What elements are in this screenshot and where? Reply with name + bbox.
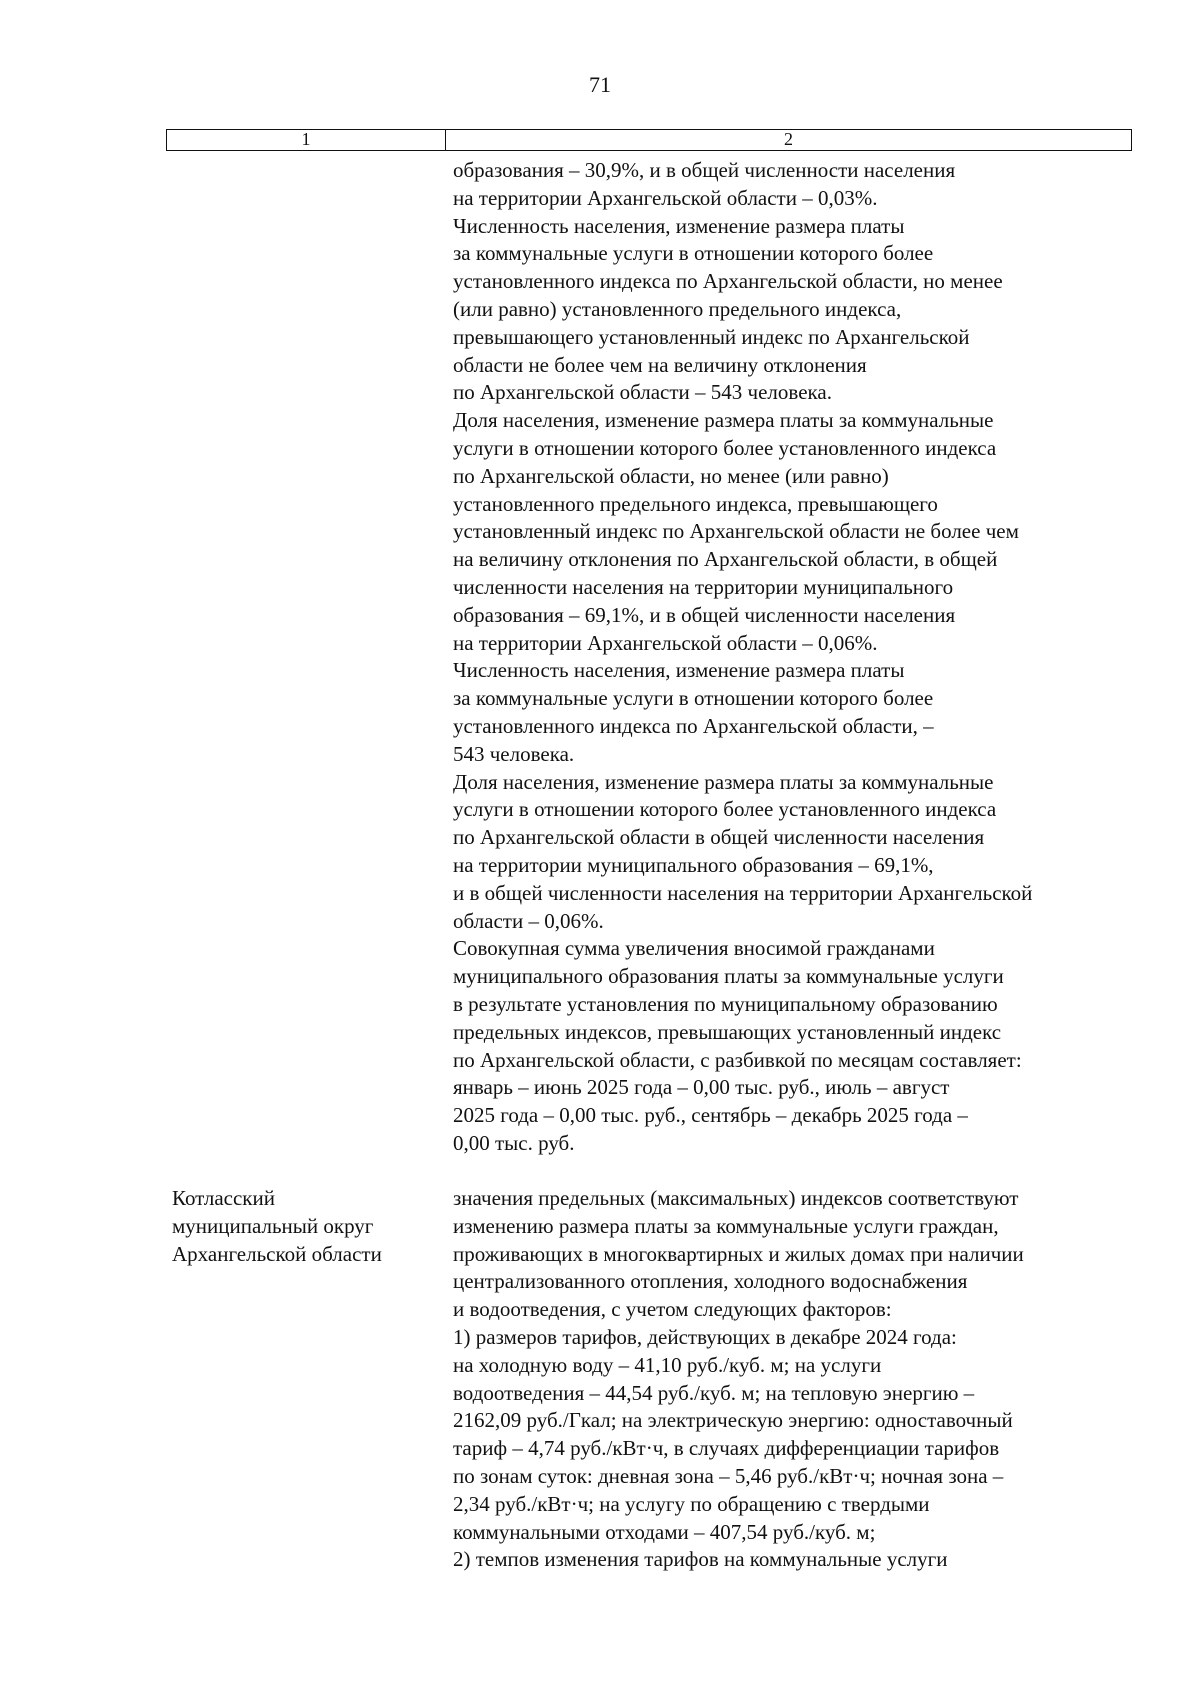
continuation-text-line: Численность населения, изменение размера платы <box>453 658 905 683</box>
municipality-name <box>172 1185 382 1268</box>
continuation-text-line: установленного предельного индекса, превышающего <box>453 491 938 516</box>
municipality-description-line: тариф – 4,74 руб./кВт·ч, в случаях дифференциации тарифов <box>453 1436 1000 1461</box>
municipality-description-line: 2) темпов изменения тарифов на коммунальные услуги <box>453 1547 948 1572</box>
continuation-text-line: (или равно) установленного предельного индекса, <box>453 296 902 321</box>
page-number: 71 <box>589 72 611 97</box>
continuation-text-line: области не более чем на величину отклонения <box>453 352 867 377</box>
municipality-description-line: водоотведения – 44,54 руб./куб. м; на тепловую энергию – <box>453 1380 975 1405</box>
continuation-text-line: предельных индексов, превышающих установленный индекс <box>453 1019 1002 1044</box>
continuation-text-line: за коммунальные услуги в отношении которого более <box>453 241 934 266</box>
municipality-description-line: централизованного отопления, холодного водоснабжения <box>453 1269 968 1294</box>
municipality-description-line: на холодную воду – 41,10 руб./куб. м; на услуги <box>453 1352 882 1377</box>
continuation-text-line: образования – 69,1%, и в общей численности населения <box>453 602 956 627</box>
continuation-text-line: 543 человека. <box>453 741 575 766</box>
continuation-text-line: 0,00 тыс. руб. <box>453 1130 575 1155</box>
column-number-2: 2 <box>784 129 793 149</box>
continuation-text-line: муниципального образования платы за коммунальные услуги <box>453 964 1004 989</box>
municipality-name-line: муниципальный округ <box>172 1213 374 1238</box>
continuation-text-line: численности населения на территории муниципального <box>453 574 954 599</box>
municipality-description-line: проживающих в многоквартирных и жилых домах при наличии <box>453 1241 1024 1266</box>
continuation-text <box>453 157 1032 1158</box>
continuation-text-line: Доля населения, изменение размера платы за коммунальные <box>453 408 994 433</box>
continuation-text-line: и в общей численности населения на территории Архангельской <box>453 880 1033 905</box>
continuation-text-line: превышающего установленный индекс по Архангельской <box>453 324 970 349</box>
municipality-description-line: 1) размеров тарифов, действующих в декабре 2024 года: <box>453 1324 957 1349</box>
continuation-text-line: в результате установления по муниципальному образованию <box>453 991 998 1016</box>
continuation-text-line: Совокупная сумма увеличения вносимой гражданами <box>453 936 935 961</box>
continuation-text-line: установленного индекса по Архангельской области, – <box>453 713 934 738</box>
municipality-description-line: по зонам суток: дневная зона – 5,46 руб./кВт·ч; ночная зона – <box>453 1463 1004 1488</box>
continuation-text-line: услуги в отношении которого более установленного индекса <box>453 435 997 460</box>
table-column-header <box>166 129 1132 151</box>
municipality-description-line: и водоотведения, с учетом следующих факторов: <box>453 1297 892 1322</box>
municipality-description-line: изменению размера платы за коммунальные услуги граждан, <box>453 1213 999 1238</box>
continuation-text-line: 2025 года – 0,00 тыс. руб., сентябрь – декабрь 2025 года – <box>453 1103 968 1128</box>
municipality-description-line: 2162,09 руб./Гкал; на электрическую энергию: одноставочный <box>453 1408 1013 1433</box>
continuation-text-line: услуги в отношении которого более установленного индекса <box>453 797 997 822</box>
municipality-description-line: 2,34 руб./кВт·ч; на услугу по обращению с твердыми <box>453 1491 930 1516</box>
continuation-text-line: по Архангельской области, но менее (или равно) <box>453 463 889 488</box>
continuation-text-line: январь – июнь 2025 года – 0,00 тыс. руб., июль – август <box>453 1075 950 1100</box>
continuation-text-line: по Архангельской области в общей численности населения <box>453 825 985 850</box>
continuation-text-line: за коммунальные услуги в отношении которого более <box>453 686 934 711</box>
continuation-text-line: по Архангельской области – 543 человека. <box>453 380 832 405</box>
continuation-text-line: Численность населения, изменение размера платы <box>453 213 905 238</box>
column-number-1: 1 <box>167 130 446 150</box>
continuation-text-line: на территории муниципального образования – 69,1%, <box>453 852 934 877</box>
continuation-text-line: установленный индекс по Архангельской области не более чем <box>453 519 1019 544</box>
municipality-description-line: коммунальными отходами – 407,54 руб./куб. м; <box>453 1519 876 1544</box>
continuation-text-line: на территории Архангельской области – 0,03%. <box>453 185 878 210</box>
continuation-text-line: по Архангельской области, с разбивкой по месяцам составляет: <box>453 1047 1022 1072</box>
continuation-text-line: Доля населения, изменение размера платы за коммунальные <box>453 769 994 794</box>
continuation-text-line: на территории Архангельской области – 0,06%. <box>453 630 878 655</box>
municipality-description <box>453 1185 1024 1574</box>
municipality-description-line: значения предельных (максимальных) индексов соответствуют <box>453 1186 1019 1210</box>
continuation-text-line: образования – 30,9%, и в общей численности населения <box>453 158 956 182</box>
continuation-text-line: установленного индекса по Архангельской области, но менее <box>453 269 1003 294</box>
continuation-text-line: на величину отклонения по Архангельской области, в общей <box>453 547 998 572</box>
continuation-text-line: области – 0,06%. <box>453 908 604 933</box>
municipality-name-line: Архангельской области <box>172 1241 382 1266</box>
municipality-name-line: Котласский <box>172 1186 275 1210</box>
